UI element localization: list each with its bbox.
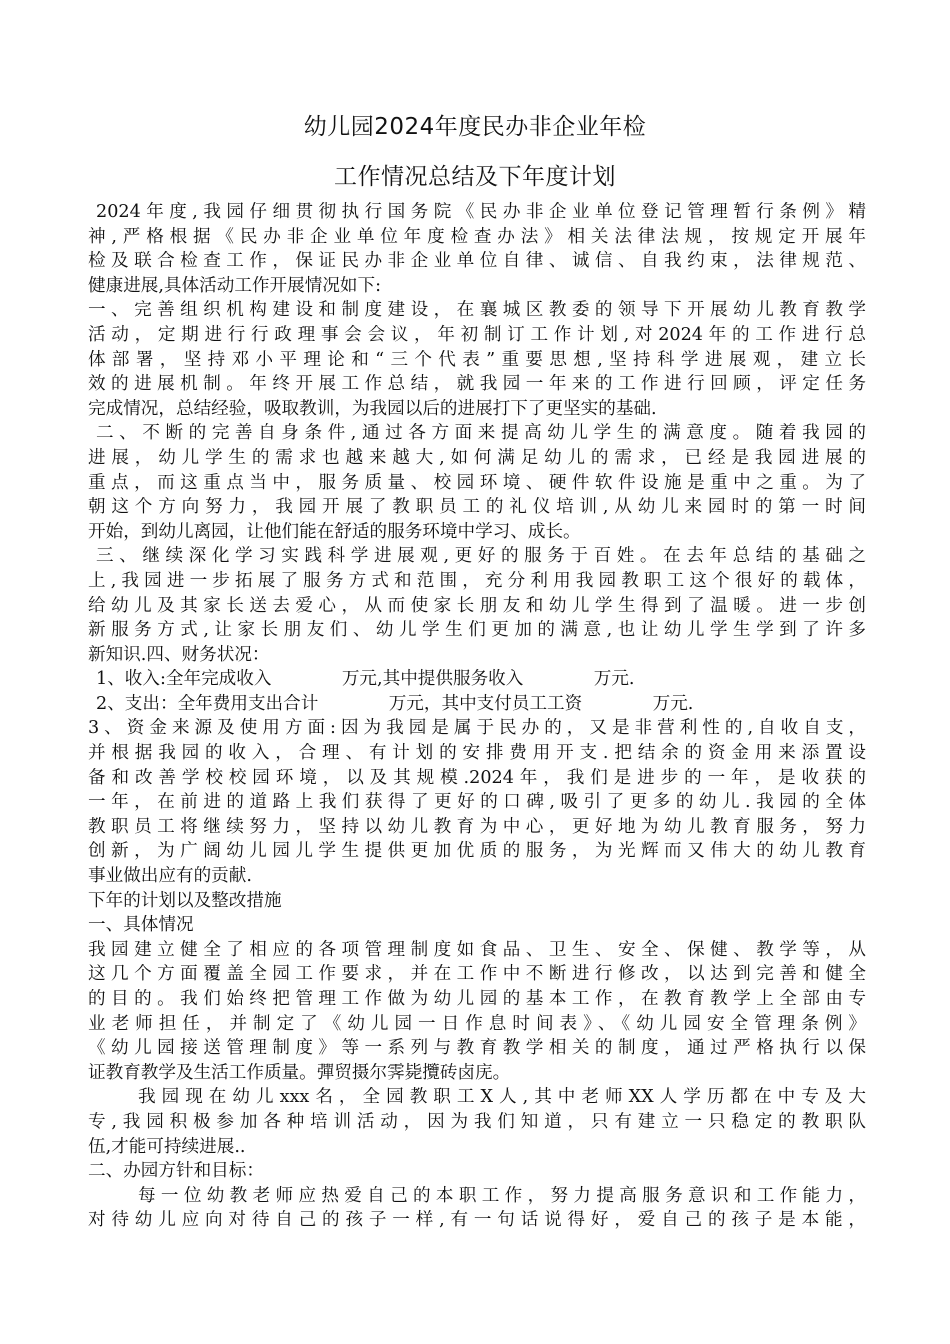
document-title-line-1: 幼儿园2024年度民办非企业年检 xyxy=(303,114,647,140)
body-text-line: 朝这个方向努力，我园开展了教职员工的礼仪培训,从幼儿来园时的第一时间 xyxy=(88,497,866,518)
body-text-line: 3、资金来源及使用方面:因为我园是属于民办的，又是非营利性的,自收自支， xyxy=(88,718,866,739)
body-text-line: 活动，定期进行行政理事会会议，年初制订工作计划,对2024年的工作进行总 xyxy=(88,324,866,345)
body-text-line: 证教育教学及生活工作质量。彈贸摄尔霁毙攬砖卤庑。 xyxy=(88,1062,511,1083)
body-text-line: 业老师担任，并制定了《幼儿园一日作息时间表》、《幼儿园安全管理条例》 xyxy=(88,1013,866,1034)
body-text-line: 上,我园进一步拓展了服务方式和范围，充分利用我园教职工这个很好的载体， xyxy=(88,570,866,591)
body-text-line: 创新，为广阔幼儿园儿学生提供更加优质的服务，为光辉而又伟大的幼儿教育 xyxy=(88,841,866,862)
body-text-line: 对待幼儿应向对待自己的孩子一样,有一句话说得好，爱自己的孩子是本能， xyxy=(88,1210,866,1231)
body-text-line: 这几个方面覆盖全园工作要求，并在工作中不断进行修改，以达到完善和健全 xyxy=(88,964,866,985)
body-text-line: 备和改善学校校园环境，以及其规模.2024年，我们是进步的一年，是收获的 xyxy=(88,767,866,788)
body-text-line: 一、具体情况 xyxy=(88,915,194,936)
body-text-line: 我园现在幼儿xxx名，全园教职工X人,其中老师XX人学历都在中专及大 xyxy=(138,1087,866,1108)
body-text-line: 检及联合检查工作，保证民办非企业单位自律、诚信、自我约束，法律规范、 xyxy=(88,251,866,272)
body-text-line: 体部署，坚持邓小平理论和“三个代表”重要思想,坚持科学进展观，建立长 xyxy=(88,349,866,370)
body-text-line: 下年的计划以及整改措施 xyxy=(88,890,282,911)
body-text-line: 的目的。我们始终把管理工作做为幼儿园的基本工作，在教育教学上全部由专 xyxy=(88,989,866,1009)
body-text-line: 《幼儿园接送管理制度》等一系列与教育教学相关的制度，通过严格执行以保 xyxy=(88,1038,866,1059)
body-text-line: 并根据我园的收入，合理、有计划的安排费用开支.把结余的资金用来添置设 xyxy=(88,743,866,764)
body-text-line: 效的进展机制。年终开展工作总结，就我园一年来的工作进行回顾，评定任务 xyxy=(88,374,866,395)
body-text-line: 一年，在前进的道路上我们获得了更好的口碑,吸引了更多的幼儿.我园的全体 xyxy=(88,792,866,813)
body-text-line: 一、完善组织机构建设和制度建设，在襄城区教委的领导下开展幼儿教育教学 xyxy=(88,300,866,321)
body-text-line: 教职员工将继续努力，坚持以幼儿教育为中心，更好地为幼儿教育服务，努力 xyxy=(88,816,866,837)
body-text-line: 开始，到幼儿离园，让他们能在舒适的服务环境中学习、成长。 xyxy=(88,521,581,542)
body-text-line: 我园建立健全了相应的各项管理制度如食品、卫生、安全、保健、教学等，从 xyxy=(88,939,866,960)
body-text-line: 事业做出应有的贡献. xyxy=(88,866,252,887)
document-title-line-2: 工作情况总结及下年度计划 xyxy=(334,164,616,190)
body-text-line: 2024年度,我园仔细贯彻执行国务院《民办非企业单位登记管理暂行条例》精 xyxy=(96,202,866,222)
body-text-line: 重点，而这重点当中，服务质量、校园环境、硬件软件设施是重中之重。为了 xyxy=(88,472,866,493)
body-text-line: 伍,才能可持续进展.. xyxy=(88,1136,246,1157)
body-text-line: 神,严格根据《民办非企业单位年度检查办法》相关法律法规，按规定开展年 xyxy=(88,226,866,247)
body-text-line: 1、收入:全年完成收入 万元,其中提供服务收入 万元. xyxy=(96,669,635,690)
body-text-line: 给幼儿及其家长送去爱心，从而使家长朋友和幼儿学生得到了温暖。进一步创 xyxy=(88,595,866,616)
body-text-line: 专,我园积极参加各种培训活动，因为我们知道，只有建立一只稳定的教职队 xyxy=(88,1111,866,1132)
body-text-line: 新服务方式,让家长朋友们、幼儿学生们更加的满意,也让幼儿学生学到了许多 xyxy=(88,620,866,641)
body-text-line: 三、继续深化学习实践科学进展观,更好的服务于百姓。在去年总结的基础之 xyxy=(96,546,866,567)
body-text-line: 新知识.四、财务状况： xyxy=(88,644,270,665)
body-text-line: 完成情况，总结经验，吸取教训，为我园以后的进展打下了更坚实的基础. xyxy=(88,398,657,419)
body-text-line: 健康进展,具体活动工作开展情况如下: xyxy=(88,275,382,296)
body-text-line: 进展，幼儿学生的需求也越来越大,如何满足幼儿的需求，已经是我园进展的 xyxy=(88,447,866,468)
body-text-line: 2、支出：全年费用支出合计 万元，其中支付员工工资 万元. xyxy=(96,693,694,714)
document-body xyxy=(88,200,866,1233)
body-text-line: 二、办园方针和目标： xyxy=(88,1161,264,1182)
body-text-line: 每一位幼教老师应热爱自己的本职工作，努力提高服务意识和工作能力， xyxy=(138,1185,866,1206)
body-text-line: 二、不断的完善自身条件,通过各方面来提高幼儿学生的满意度。随着我园的 xyxy=(96,423,866,444)
